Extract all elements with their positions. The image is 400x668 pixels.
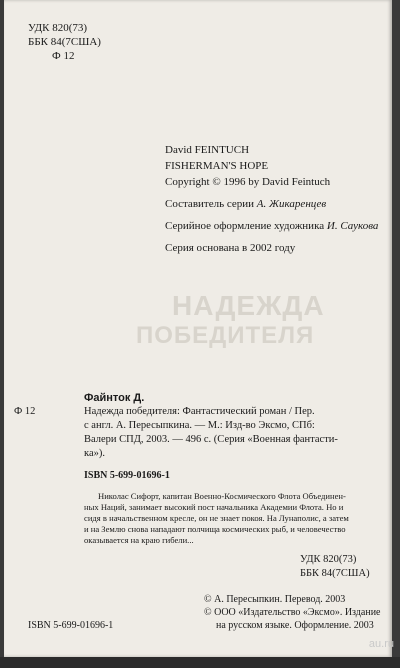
annotation-line: Николас Сифорт, капитан Военно-Космического Флота Объединен- bbox=[98, 491, 346, 501]
annotation-line: и на Землю снова нападают полчища космических рыб, и человечество bbox=[84, 524, 346, 534]
entry-line-2: с англ. А. Пересыпкина. — М.: Изд-во Эксмо, СПб: bbox=[84, 420, 315, 431]
index-code: Ф 12 bbox=[52, 50, 75, 62]
copyright-publisher-line2: на русском языке. Оформление. 2003 bbox=[216, 620, 374, 631]
series-founded: Серия основана в 2002 году bbox=[165, 242, 296, 254]
entry-udk: УДК 820(73) bbox=[300, 554, 357, 565]
copyright-publisher-line1: © ООО «Издательство «Эксмо». Издание bbox=[204, 607, 381, 618]
annotation-line: оказывается на краю гибели... bbox=[84, 535, 194, 545]
footer-isbn: ISBN 5-699-01696-1 bbox=[28, 620, 114, 631]
scan-edge bbox=[0, 657, 400, 668]
copyright-line: Copyright © 1996 by David Feintuch bbox=[165, 176, 331, 188]
original-title: FISHERMAN'S HOPE bbox=[165, 160, 269, 172]
annotation-line: ных Наций, занимает высокий пост начальника Академии Флота. Но и bbox=[84, 502, 344, 512]
entry-line-1: Надежда победителя: Фантастический роман / Пер. bbox=[84, 406, 315, 417]
series-compiler: Составитель серии А. Жикаренцев bbox=[165, 198, 327, 210]
original-author: David FEINTUCH bbox=[165, 144, 250, 156]
ghost-title-line2: ПОБЕДИТЕЛЯ bbox=[136, 322, 315, 349]
entry-bbk: ББК 84(7США) bbox=[300, 568, 370, 579]
udk-code: УДК 820(73) bbox=[28, 22, 88, 34]
ghost-title-line1: НАДЕЖДА bbox=[172, 290, 325, 321]
bbk-code: ББК 84(7США) bbox=[28, 36, 101, 48]
entry-line-4: ка»). bbox=[84, 448, 105, 459]
series-design: Серийное оформление художника И. Саукова bbox=[165, 220, 379, 232]
book-page bbox=[4, 0, 392, 657]
entry-author: Файнток Д. bbox=[84, 392, 145, 404]
entry-line-3: Валери СПД, 2003. — 496 с. (Серия «Военная фантасти- bbox=[84, 434, 338, 445]
entry-index: Ф 12 bbox=[14, 406, 36, 417]
annotation-line: сидя в начальственном кресле, он не знает покоя. На Лунаполис, а затем bbox=[84, 513, 349, 523]
copyright-translation: © А. Пересыпкин. Перевод. 2003 bbox=[204, 594, 346, 605]
site-watermark: au.ru bbox=[368, 638, 394, 650]
entry-isbn: ISBN 5-699-01696-1 bbox=[84, 470, 170, 481]
